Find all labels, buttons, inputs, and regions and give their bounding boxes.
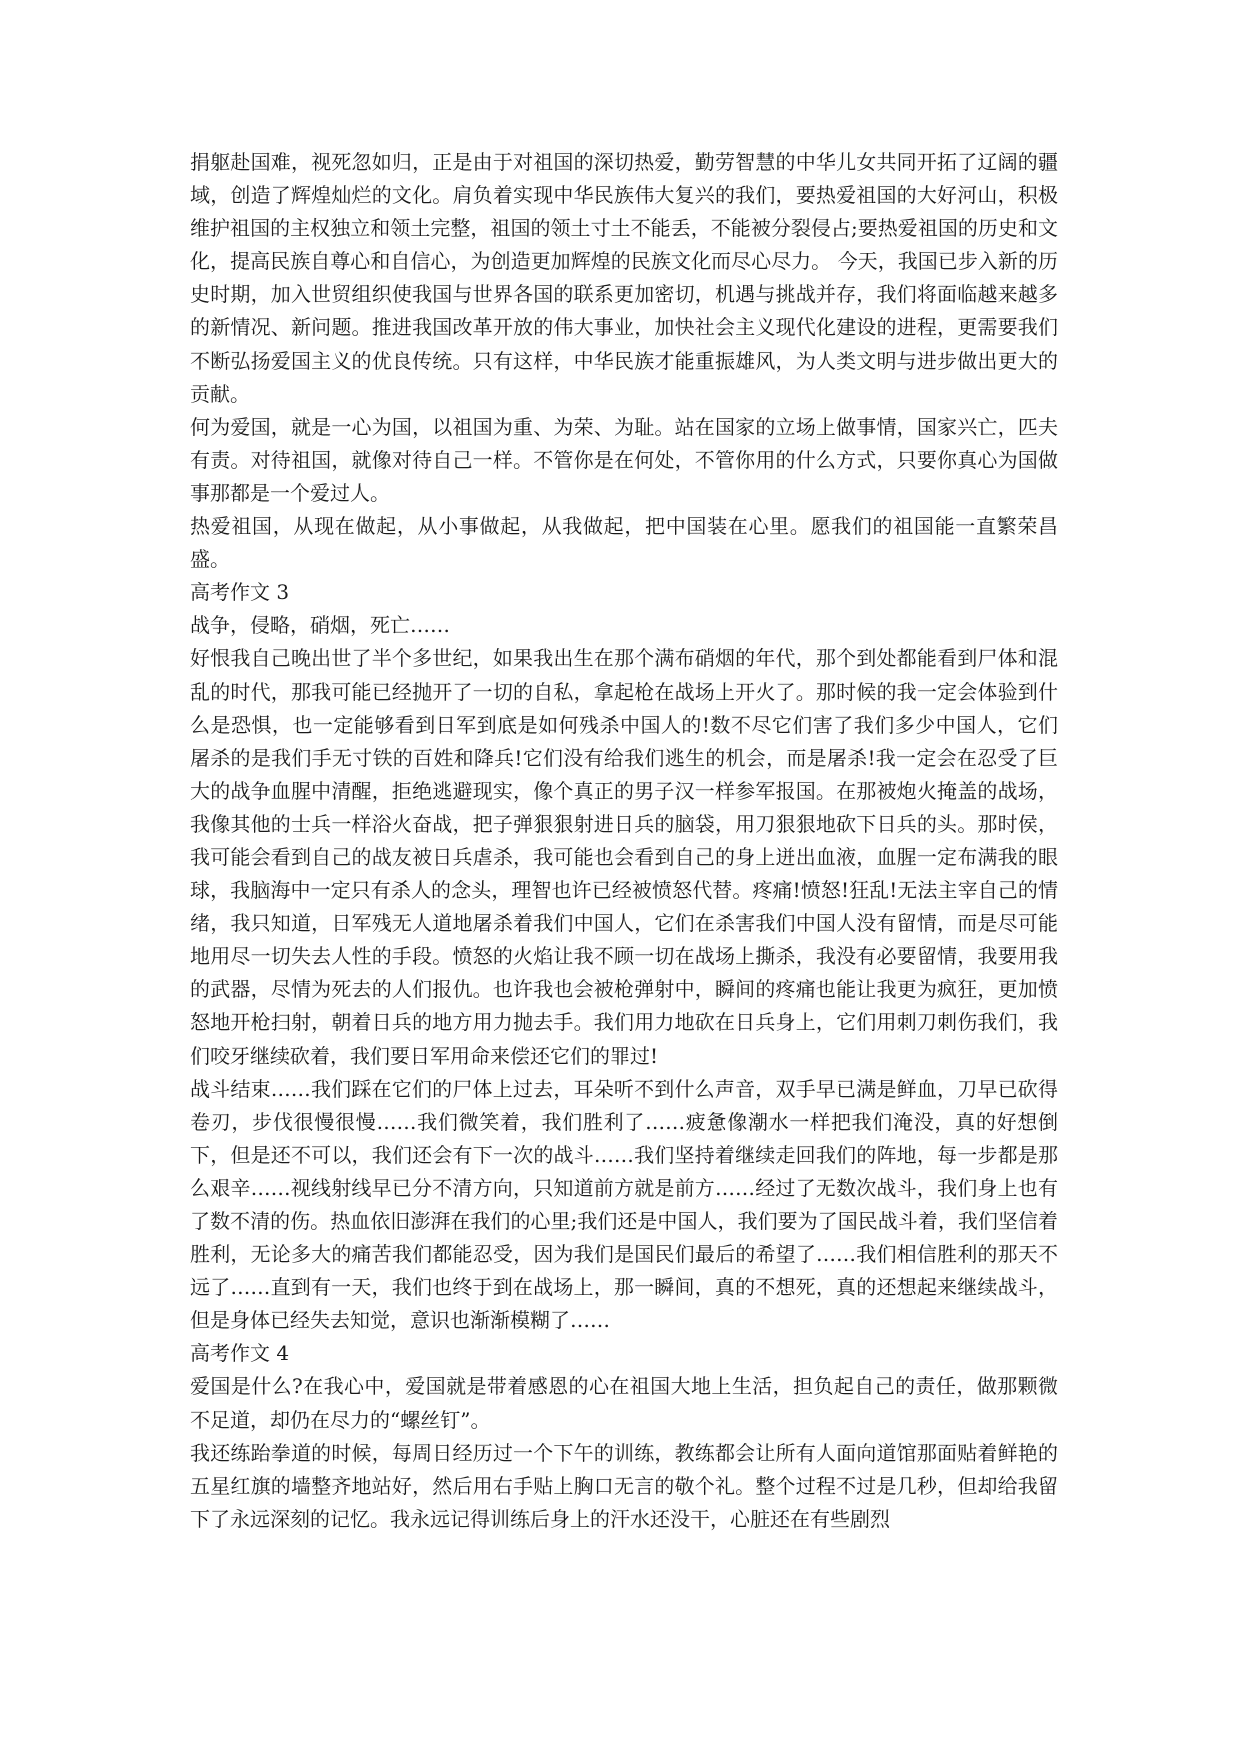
- body-paragraph: 战争，侵略，硝烟，死亡……: [190, 613, 450, 638]
- body-paragraph: 捐躯赴国难，视死忽如归，正是由于对祖国的深切热爱，勤劳智慧的中华儿女共同开拓了辽阔的疆域，创造了辉煌灿烂的文化。肩负着实现中华民族伟大复兴的我们，要热爱祖国的大好河山，积极维护祖国的主权独立和领土完整，祖国的领土寸土不能丢，不能被分裂侵占;要热爱祖国的历史和文化，提高民族自尊心和自信心，为创造更加辉煌的民族文化而尽心尽力。 今天，我国已步入新的历史时期，加入世贸组织使我国与世界各国的联系更加密切，机遇与挑战并存，我们将面临越来越多的新情况、新问题。推进我国改革开放的伟大事业，加快社会主义现代化建设的进程，更需要我们不断弘扬爱国主义的优良传统。只有这样，中华民族才能重振雄风，为人类文明与进步做出更大的贡献。: [190, 150, 1058, 406]
- body-paragraph: 热爱祖国，从现在做起，从小事做起，从我做起，把中国装在心里。愿我们的祖国能一直繁荣昌盛。: [190, 514, 1058, 572]
- body-paragraph: 我还练跆拳道的时候，每周日经历过一个下午的训练，教练都会让所有人面向道馆那面贴着鲜艳的五星红旗的墙整齐地站好，然后用右手贴上胸口无言的敬个礼。整个过程不过是几秒，但却给我留下了永远深刻的记忆。我永远记得训练后身上的汗水还没干，心脏还在有些剧烈: [190, 1440, 1058, 1531]
- body-paragraph: 何为爱国，就是一心为国，以祖国为重、为荣、为耻。站在国家的立场上做事情，国家兴亡，匹夫有责。对待祖国，就像对待自己一样。不管你是在何处，不管你用的什么方式，只要你真心为国做事那都是一个爱过人。: [190, 414, 1058, 505]
- document-page: [190, 146, 1058, 1536]
- body-paragraph: 好恨我自己晚出世了半个多世纪，如果我出生在那个满布硝烟的年代，那个到处都能看到尸体和混乱的时代，那我可能已经抛开了一切的自私，拿起枪在战场上开火了。那时候的我一定会体验到什么是恐惧，也一定能够看到日军到底是如何残杀中国人的!数不尽它们害了我们多少中国人，它们屠杀的是我们手无寸铁的百姓和降兵!它们没有给我们逃生的机会，而是屠杀!我一定会在忍受了巨大的战争血腥中清醒，拒绝逃避现实，像个真正的男子汉一样参军报国。在那被炮火掩盖的战场，我像其他的士兵一样浴火奋战，把子弹狠狠射进日兵的脑袋，用刀狠狠地砍下日兵的头。那时侯，我可能会看到自己的战友被日兵虐杀，我可能也会看到自己的身上迸出血液，血腥一定布满我的眼球，我脑海中一定只有杀人的念头，理智也许已经被愤怒代替。疼痛!愤怒!狂乱!无法主宰自己的情绪，我只知道，日军残无人道地屠杀着我们中国人，它们在杀害我们中国人没有留情，而是尽可能地用尽一切失去人性的手段。愤怒的火焰让我不顾一切在战场上撕杀，我没有必要留情，我要用我的武器，尽情为死去的人们报仇。也许我也会被枪弹射中，瞬间的疼痛也能让我更为疯狂，更加愤怒地开枪扫射，朝着日兵的地方用力抛去手。我们用力地砍在日兵身上，它们用刺刀刺伤我们，我们咬牙继续砍着，我们要日军用命来偿还它们的罪过!: [190, 646, 1058, 1068]
- section-heading: 高考作文 4: [190, 1341, 290, 1366]
- section-heading: 高考作文 3: [190, 580, 290, 605]
- body-paragraph: 爱国是什么?在我心中，爱国就是带着感恩的心在祖国大地上生活，担负起自己的责任，做那颗微不足道，却仍在尽力的“螺丝钉”。: [190, 1374, 1058, 1432]
- body-paragraph: 战斗结束……我们踩在它们的尸体上过去，耳朵听不到什么声音，双手早已满是鲜血，刀早已砍得卷刃，步伐很慢很慢……我们微笑着，我们胜利了……疲惫像潮水一样把我们淹没，真的好想倒下，但是还不可以，我们还会有下一次的战斗……我们坚持着继续走回我们的阵地，每一步都是那么艰辛……视线射线早已分不清方向，只知道前方就是前方……经过了无数次战斗，我们身上也有了数不清的伤。热血依旧澎湃在我们的心里;我们还是中国人，我们要为了国民战斗着，我们坚信着胜利，无论多大的痛苦我们都能忍受，因为我们是国民们最后的希望了……我们相信胜利的那天不远了……直到有一天，我们也终于到在战场上，那一瞬间，真的不想死，真的还想起来继续战斗，但是身体已经失去知觉，意识也渐渐模糊了……: [190, 1076, 1058, 1333]
